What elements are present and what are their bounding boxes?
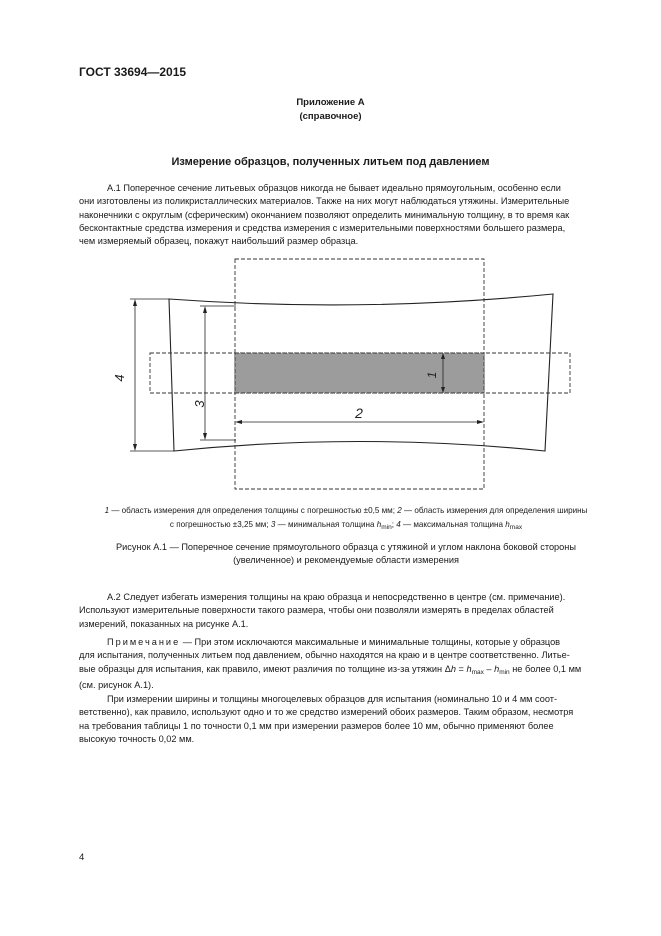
note-paragraph: Примечание — При этом исключаются максимальные и минимальные толщины, которые у образцов для испытания, полученных литьем под давлением, обычно находятся на краю и в центре соответственно. Литье- вые образцы для испытания, как правило, имеют различия по толщине из-за утяжин $\Delta h = h_{max} - h_{min}$ не более 0,1 мм (см. рисунок А.1). <box>79 637 582 690</box>
page-number: 4 <box>79 852 85 863</box>
label-3: 3 <box>192 400 207 408</box>
last-line-1: При измерении ширины и толщины многоцелевых образцов для испытания (номинально 10 и 4 мм соот- <box>107 694 558 704</box>
label-1: 1 <box>425 371 439 379</box>
dim3-arrow-top <box>203 306 207 313</box>
a2-line-2: Используют измерительные поверхности такого размера, чтобы они позволяли измерять в пределах областей <box>79 605 554 616</box>
legend-num-1: 1 <box>104 506 110 515</box>
annex-title: Приложение А <box>296 97 365 108</box>
a1-line-4: бесконтактные средства измерения и средства измерения с измерительными поверхностями большего размера, <box>79 222 566 233</box>
dim4-arrow-top <box>133 299 137 306</box>
note-label: Примечание <box>107 637 181 647</box>
a1-line-3: наконечники с округлым (сферическим) окончанием позволяют определить минимальную толщину, в то время как <box>79 209 570 220</box>
a2-line-3: измерений, показанных на рисунке А.1. <box>79 618 249 629</box>
legend-num-2: 2 <box>397 506 402 515</box>
annex-type: (справочное) <box>299 111 362 122</box>
label-2: 2 <box>355 405 363 421</box>
dim3-arrow-bottom <box>203 433 207 440</box>
last-line-3: на требования таблицы 1 по точности 0,1 мм при измерении размеров более 10 мм, обычно применяют более <box>79 720 554 731</box>
caption-line-2: (увеличенное) и рекомендуемые области измерения <box>233 555 459 566</box>
last-line-2: ветственно), как правило, используют одно и то же средство измерений обоих размеров. Таким образом, несмотря <box>79 707 574 718</box>
caption-line-1: Рисунок А.1 — Поперечное сечение прямоугольного образца с утяжиной и углом наклона боковой стороны <box>116 542 576 552</box>
a1-line-5: чем измеряемый образец, покажут наибольший размер образца. <box>79 236 359 247</box>
document-code: ГОСТ 33694—2015 <box>79 65 187 79</box>
legend-num-4: 4 <box>396 520 401 529</box>
figure-caption <box>79 541 613 568</box>
paragraph-last <box>79 693 613 746</box>
legend-num-3: 3 <box>270 520 276 529</box>
label-4: 4 <box>112 374 127 382</box>
dim2-arrow-right <box>477 420 484 424</box>
section-title: Измерение образцов, полученных литьем под давлением <box>171 156 490 168</box>
dim2-arrow-left <box>235 420 242 424</box>
a1-line-1: А.1 Поперечное сечение литьевых образцов никогда не бывает идеально прямоугольным, особенно если <box>107 183 561 193</box>
dim4-arrow-bottom <box>133 444 137 451</box>
paragraph-a2 <box>79 591 613 631</box>
thickness-measurement-area <box>235 353 484 393</box>
a2-line-1: А.2 Следует избегать измерения толщины на краю образца и непосредственно в центре (см. примечание). <box>107 592 566 602</box>
a1-line-2: они изготовлены из поликристаллических материалов. Также на них могут наблюдаться утяжины. Измерительные <box>79 196 570 207</box>
figure-legend: 1 — область измерения для определения толщины с погрешностью ±0,5 мм; 2 — область измерения для определения ширины с погрешностью ±3,25 мм; 3 — минимальная толщина $h_{min}$; 4 — максимальная толщина $h_{max}$ <box>104 506 588 531</box>
last-line-4: высокую точность 0,02 мм. <box>79 733 195 744</box>
